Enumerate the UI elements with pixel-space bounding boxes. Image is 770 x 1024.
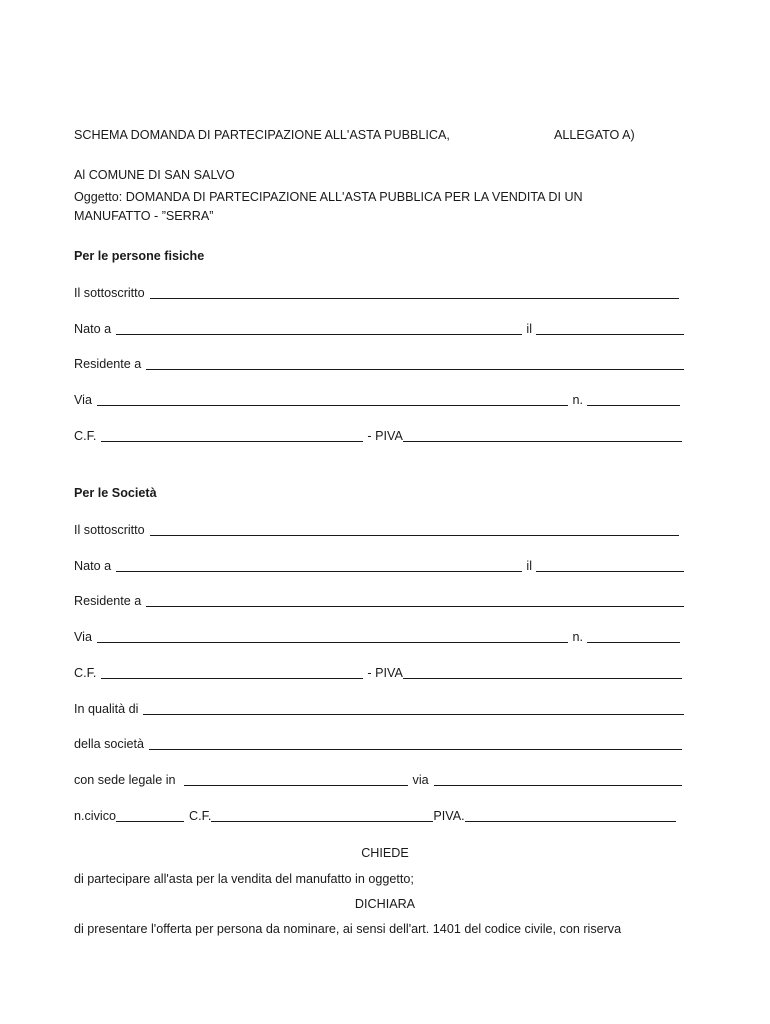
residence-input-line[interactable] bbox=[146, 594, 684, 607]
field-label: In qualità di bbox=[74, 702, 139, 716]
section-heading-companies: Per le Società bbox=[74, 486, 157, 500]
field-label: Residente a bbox=[74, 357, 142, 371]
field-label: n.civico bbox=[74, 809, 116, 823]
field-birth-companies bbox=[74, 558, 684, 574]
undersigned-input-line[interactable] bbox=[150, 286, 679, 299]
field-label: il bbox=[526, 559, 532, 573]
civic-number-input-line[interactable] bbox=[116, 809, 184, 822]
field-street-persons bbox=[74, 392, 680, 408]
field-undersigned-persons bbox=[74, 285, 679, 301]
field-label: Il sottoscritto bbox=[74, 523, 145, 537]
office-street-input-line[interactable] bbox=[434, 773, 682, 786]
dichiara-heading: DICHIARA bbox=[354, 897, 416, 911]
recipient: Al COMUNE DI SAN SALVO bbox=[74, 168, 235, 182]
field-label: della società bbox=[74, 737, 145, 751]
field-taxcode-companies bbox=[74, 665, 682, 681]
field-label: - PIVA bbox=[367, 429, 403, 443]
field-label: Via bbox=[74, 630, 92, 644]
annex-label: ALLEGATO A) bbox=[554, 128, 635, 142]
house-number-input-line[interactable] bbox=[587, 630, 680, 643]
field-label: C.F. bbox=[74, 429, 97, 443]
field-label: C.F. bbox=[189, 809, 212, 823]
taxcode-input-line[interactable] bbox=[101, 429, 363, 442]
field-label: Via bbox=[74, 393, 92, 407]
field-label: PIVA. bbox=[433, 809, 465, 823]
field-civic-ids bbox=[74, 808, 676, 824]
chiede-heading: CHIEDE bbox=[361, 846, 409, 860]
vat-input-line[interactable] bbox=[403, 429, 682, 442]
subject-line-2: MANUFATTO - ”SERRA” bbox=[74, 209, 214, 223]
field-label: Nato a bbox=[74, 322, 112, 336]
field-capacity bbox=[74, 701, 684, 717]
company-name-input-line[interactable] bbox=[149, 737, 682, 750]
field-birth-persons bbox=[74, 321, 684, 337]
dichiara-text: di presentare l'offerta per persona da nominare, ai sensi dell'art. 1401 del codice civile, con riserva bbox=[74, 922, 622, 936]
field-label: il bbox=[526, 322, 532, 336]
field-undersigned-companies bbox=[74, 522, 679, 538]
street-input-line[interactable] bbox=[97, 393, 569, 406]
field-label: Nato a bbox=[74, 559, 112, 573]
vat-input-line[interactable] bbox=[403, 666, 682, 679]
field-residence-persons bbox=[74, 356, 684, 372]
field-label: n. bbox=[572, 630, 583, 644]
section-heading-persons: Per le persone fisiche bbox=[74, 249, 205, 263]
house-number-input-line[interactable] bbox=[587, 393, 680, 406]
field-company-name bbox=[74, 736, 682, 752]
birthplace-input-line[interactable] bbox=[116, 559, 522, 572]
birthdate-input-line[interactable] bbox=[536, 322, 684, 335]
field-registered-office bbox=[74, 772, 682, 788]
field-label: C.F. bbox=[74, 666, 97, 680]
document-title: SCHEMA DOMANDA DI PARTECIPAZIONE ALL'ASTA PUBBLICA, bbox=[74, 128, 450, 142]
field-label: n. bbox=[572, 393, 583, 407]
field-taxcode-persons bbox=[74, 428, 682, 444]
field-label: Il sottoscritto bbox=[74, 286, 145, 300]
field-label: - PIVA bbox=[367, 666, 403, 680]
company-taxcode-input-line[interactable] bbox=[211, 809, 433, 822]
birthdate-input-line[interactable] bbox=[536, 559, 684, 572]
registered-office-input-line[interactable] bbox=[184, 773, 408, 786]
residence-input-line[interactable] bbox=[146, 357, 684, 370]
taxcode-input-line[interactable] bbox=[101, 666, 363, 679]
birthplace-input-line[interactable] bbox=[116, 322, 522, 335]
field-residence-companies bbox=[74, 593, 684, 609]
field-label: via bbox=[412, 773, 429, 787]
field-street-companies bbox=[74, 629, 680, 645]
street-input-line[interactable] bbox=[97, 630, 569, 643]
capacity-input-line[interactable] bbox=[143, 702, 684, 715]
field-label: Residente a bbox=[74, 594, 142, 608]
field-label: con sede legale in bbox=[74, 773, 176, 787]
undersigned-input-line[interactable] bbox=[150, 523, 679, 536]
document-header bbox=[74, 127, 684, 143]
chiede-text: di partecipare all'asta per la vendita del manufatto in oggetto; bbox=[74, 872, 414, 886]
subject-line-1: Oggetto: DOMANDA DI PARTECIPAZIONE ALL'ASTA PUBBLICA PER LA VENDITA DI UN bbox=[74, 190, 583, 204]
company-vat-input-line[interactable] bbox=[465, 809, 676, 822]
